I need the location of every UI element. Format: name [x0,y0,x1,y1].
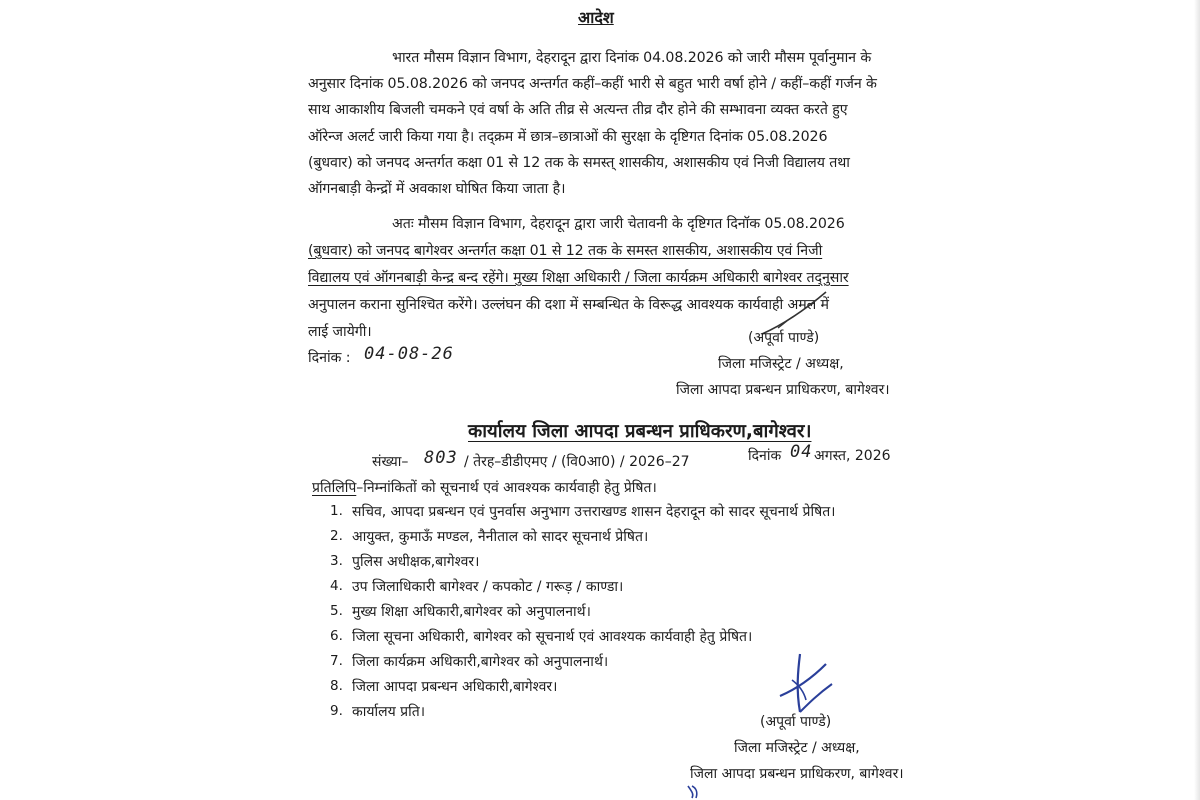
list-item: जिला आपदा प्रबन्धन अधिकारी,बागेश्वर। [352,679,558,695]
list-item-number: 1. [330,503,343,519]
list-item-number: 4. [330,578,343,594]
para2-line: विद्यालय एवं ऑगनबाड़ी केन्द्र बन्द रहेंगे। मुख्य शिक्षा अधिकारी / जिला कार्यक्रम अधिकारी बागेश्वर तद्नुसार [308,270,849,286]
list-item: जिला कार्यक्रम अधिकारी,बागेश्वर को अनुपालनार्थ। [352,654,609,670]
list-item: कार्यालय प्रति। [352,704,426,720]
list-item: मुख्य शिक्षा अधिकारी,बागेश्वर को अनुपालनार्थ। [352,604,591,620]
para2-line: अनुपालन कराना सुनिश्चित करेंगे। उल्लंघन की दशा में सम्बन्धित के विरूद्ध आवश्यक कार्यवाही अमल में [308,297,829,313]
signatory-name: (अपूर्वा पाण्डे) [748,330,820,346]
signatory-authority: जिला आपदा प्रबन्धन प्राधिकरण, बागेश्वर। [690,766,904,782]
list-item-number: 8. [330,678,343,694]
order-date-label: दिनांक : [308,350,351,366]
copy-label: प्रतिलिपि [312,480,357,496]
signatory-authority: जिला आपदा प्रबन्धन प्राधिकरण, बागेश्वर। [676,382,890,398]
office-date-day: 04 [790,442,813,462]
ref-code: / तेरह–डीडीएमए / (वि0आ0) / 2026–27 [464,454,690,470]
list-item: उप जिलाधिकारी बागेश्वर / कपकोट / गरूड़ / काण्डा। [352,579,624,595]
list-item-number: 6. [330,628,343,644]
para1-line: साथ आकाशीय बिजली चमकने एवं वर्षा के अति तीव्र से अत्यन्त तीव्र दौर होने की सम्भावना व्यक्त करते हुए [308,102,848,118]
list-item-number: 3. [330,553,343,569]
para2-line: (बुधवार) को जनपद बागेश्वर अन्तर्गत कक्षा 01 से 12 तक के समस्त शासकीय, अशासकीय एवं निजी [308,243,823,259]
list-item-number: 7. [330,653,343,669]
para1-line: अनुसार दिनांक 05.08.2026 को जनपद अन्तर्गत कहीं–कहीं भारी से बहुत भारी वर्षा होने / कहीं–कहीं गर्जन के [308,76,877,92]
signatory-designation: जिला मजिस्ट्रेट / अध्यक्ष, [718,356,844,372]
order-title: आदेश [578,8,614,27]
list-item-number: 2. [330,528,343,544]
para2-line: लाई जायेगी। [308,324,372,340]
para1-line: (बुधवार) को जनपद अन्तर्गत कक्षा 01 से 12 तक के समस्त् शासकीय, अशासकीय एवं निजी विद्यालय तथा [308,155,850,171]
para2-line: अतः मौसम विज्ञान विभाग, देहरादून द्वारा जारी चेतावनी के दृष्टिगत दिनॉक 05.08.2026 [392,216,845,232]
para1-line: भारत मौसम विज्ञान विभाग, देहरादून द्वारा दिनांक 04.08.2026 को जारी मौसम पूर्वानुमान के [392,50,872,66]
signatory-name: (अपूर्वा पाण्डे) [760,714,832,730]
list-item: पुलिस अधीक्षक,बागेश्वर। [352,554,480,570]
copy-intro [312,478,657,497]
list-item: जिला सूचना अधिकारी, बागेश्वर को सूचनार्थ एवं आवश्यक कार्यवाही हेतु प्रेषित। [352,629,753,645]
office-date-label: दिनांक [748,448,782,464]
list-item: सचिव, आपदा प्रबन्धन एवं पुनर्वास अनुभाग उत्तराखण्ड शासन देहरादून को सादर सूचनार्थ प्रेषित। [352,504,836,520]
ref-number-handwritten: 803 [424,448,458,468]
order-date-handwritten: 04-08-26 [364,344,454,364]
ref-number-label: संख्या– [372,454,409,470]
copy-intro-text: –निम्नांकितों को सूचनार्थ एवं आवश्यक कार्यवाही हेतु प्रेषित। [356,480,657,496]
scan-edge [1194,0,1200,800]
para1-line: ऑगनबाड़ी केन्द्रों में अवकाश घोषित किया जाता है। [308,181,566,197]
office-heading: कार्यालय जिला आपदा प्रबन्धन प्राधिकरण,बागेश्वर। [468,421,812,442]
signatory-designation: जिला मजिस्ट्रेट / अध्यक्ष, [734,740,860,756]
ink-mark [684,782,704,800]
office-date-rest: अगस्त, 2026 [814,448,891,464]
para1-line: ऑरेन्ज अलर्ट जारी किया गया है। तद्क्रम में छात्र–छात्राओं की सुरक्षा के दृष्टिगत दिनांक 05.08.2026 [308,129,828,145]
list-item-number: 5. [330,603,343,619]
list-item: आयुक्त, कुमाऊँ मण्डल, नैनीताल को सादर सूचनार्थ प्रेषित। [352,529,649,545]
list-item-number: 9. [330,703,343,719]
